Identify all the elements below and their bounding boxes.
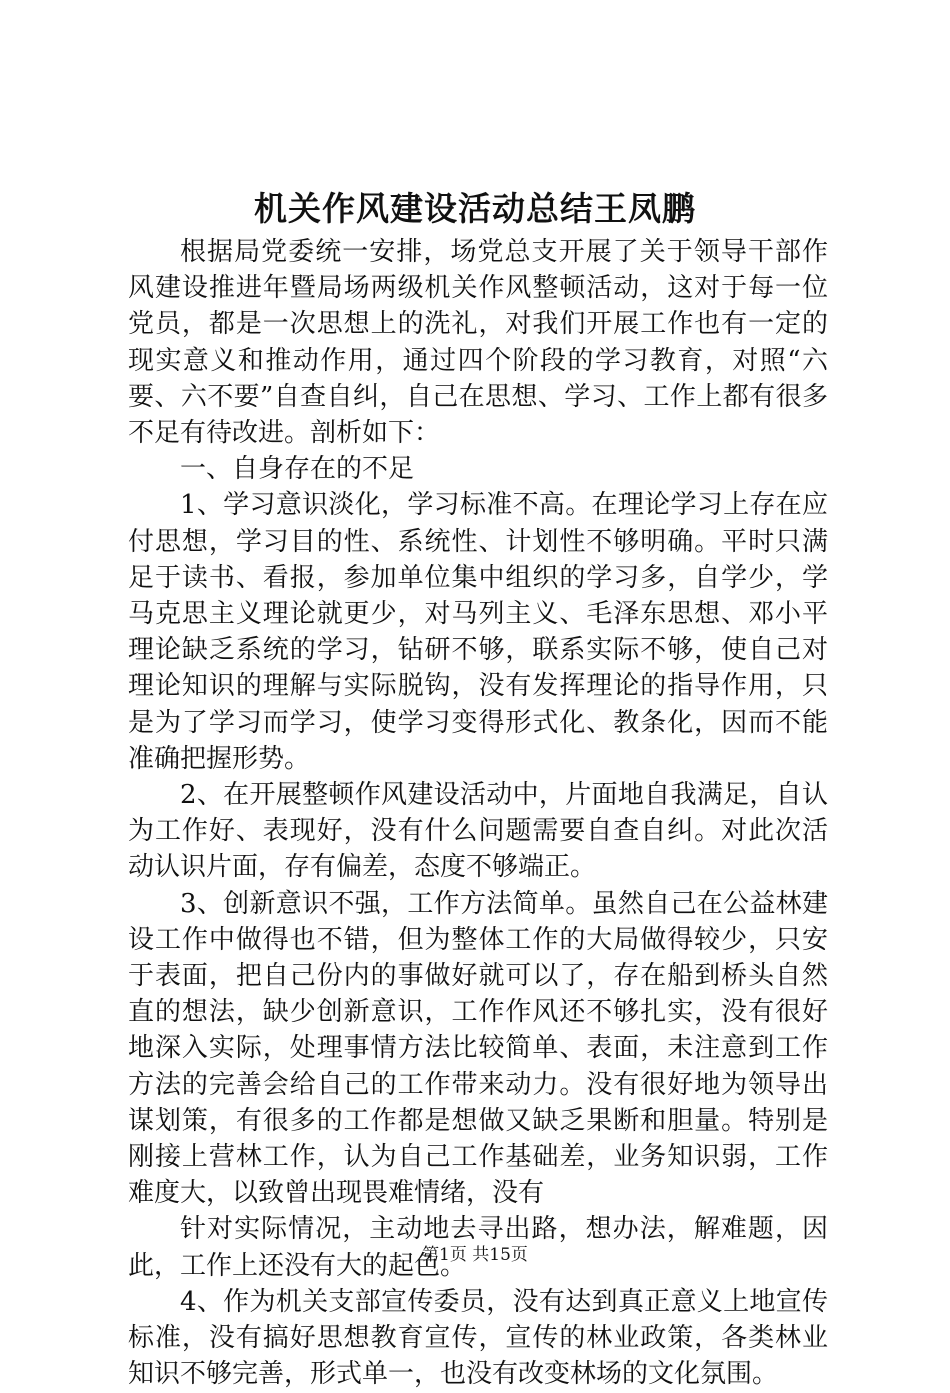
paragraph-intro: 根据局党委统一安排，场党总支开展了关于领导干部作风建设推进年暨局场两级机关作风整顿活动，这对于每一位党员，都是一次思想上的洗礼，对我们开展工作也有一定的现实意义和推动作用，通过四个阶段的学习教育，对照“六要、六不要”自查自纠，自己在思想、学习、工作上都有很多不足有待改进。剖析如下：	[128, 237, 828, 449]
paragraph-item-2: 2、在开展整顿作风建设活动中，片面地自我满足，自认为工作好、表现好，没有什么问题需要自查自纠。对此次活动认识片面，存有偏差，态度不够端正。	[128, 780, 828, 883]
document-body	[128, 234, 828, 1393]
paragraph-item-1: 1、学习意识淡化，学习标准不高。在理论学习上存在应付思想，学习目的性、系统性、计划性不够明确。平时只满足于读书、看报，参加单位集中组织的学习多，自学少，学马克思主义理论就更少，对马列主义、毛泽东思想、邓小平理论缺乏系统的学习，钻研不够，联系实际不够，使自己对理论知识的理解与实际脱钩，没有发挥理论的指导作用，只是为了学习而学习，使学习变得形式化、教条化，因而不能准确把握形势。	[128, 490, 828, 774]
paragraph-item-3-continued: 针对实际情况，主动地去寻出路，想办法，解难题，因此，工作上还没有大的起色。	[128, 1214, 828, 1281]
page-number: 第1页 共15页	[422, 1245, 528, 1265]
paragraph-item-4: 4、作为机关支部宣传委员，没有达到真正意义上地宣传标准，没有搞好思想教育宣传，宣传的林业政策，各类林业知识不够完善，形式单一，也没有改变林场的文化氛围。	[128, 1286, 828, 1390]
section-heading: 一、自身存在的不足	[180, 454, 415, 485]
paragraph-item-3: 3、创新意识不强，工作方法简单。虽然自己在公益林建设工作中做得也不错，但为整体工作的大局做得较少，只安于表面，把自己份内的事做好就可以了，存在船到桥头自然直的想法，缺少创新意识，工作作风还不够扎实，没有很好地深入实际，处理事情方法比较简单、表面，未注意到工作方法的完善会给自己的工作带来动力。没有很好地为领导出谋划策，有很多的工作都是想做又缺乏果断和胆量。特别是刚接上营林工作，认为自己工作基础差，业务知识弱，工作难度大，以致曾出现畏难情绪，没有	[128, 888, 828, 1209]
document-title: 机关作风建设活动总结王凤鹏	[254, 189, 696, 228]
